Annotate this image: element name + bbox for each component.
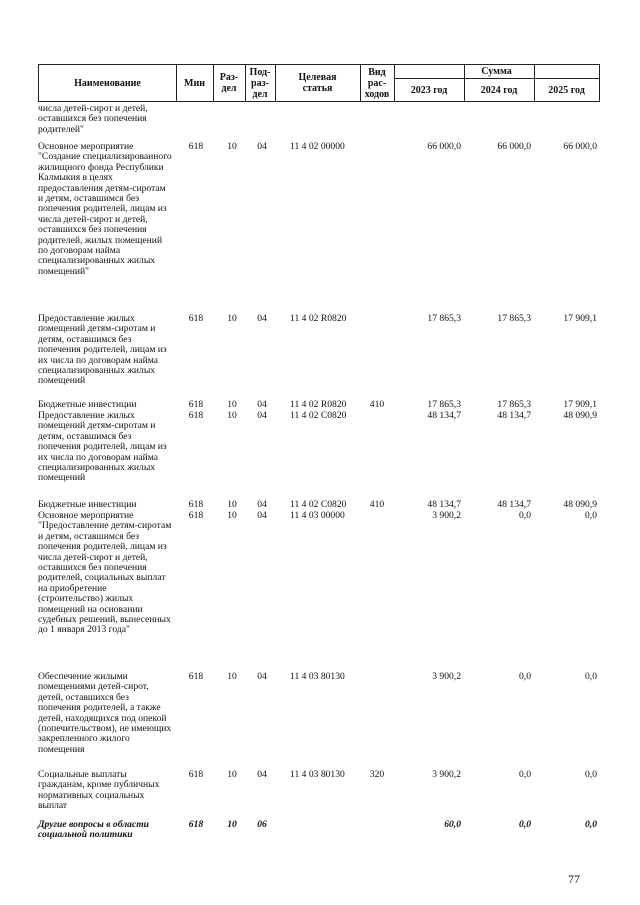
row-min: 618 [188,510,204,521]
row-name: Предоставление жилых помещений детям-сиротам и детям, оставшимся без попечения родителей, лицам из их числа по договорам найма специализированных жилых помещений [38,313,167,387]
row-target-article: 11 4 02 00000 [290,141,345,152]
row-sum-2024: 66 000,0 [497,141,531,152]
row-podrazdel: 06 [257,819,267,830]
row-podrazdel: 04 [257,141,267,152]
row-expense-type: 410 [369,499,385,510]
row-razdel: 10 [227,313,237,324]
row-sum-2023: 3 900,2 [432,671,461,682]
row-sum-2025: 17 909,1 [563,399,597,410]
row-sum-2025: 0,0 [585,769,597,780]
row-target-article: 11 4 02 C0820 [290,410,347,421]
row-podrazdel: 04 [257,410,267,421]
row-sum-2024: 48 134,7 [497,499,531,510]
row-podrazdel: 04 [257,769,267,780]
row-sum-2024: 48 134,7 [497,410,531,421]
row-expense-type: 320 [369,769,385,780]
row-sum-2024: 17 865,3 [497,399,531,410]
row-min: 618 [188,410,204,421]
row-sum-2025: 0,0 [585,510,597,521]
row-razdel: 10 [227,399,237,410]
table-header [38,64,600,102]
row-sum-2024: 0,0 [519,671,531,682]
header-podrazdel: Под- раз- дел [249,66,271,100]
header-target-article: Целевая статья [298,72,337,94]
row-podrazdel: 04 [257,313,267,324]
row-min: 618 [188,769,204,780]
header-year-2023: 2023 год [410,84,448,96]
row-name: Обеспечение жилыми помещениями детей-сирот, детей, оставшихся без попечения родителей, а также детей, находящихся под опекой (попечительством), не имеющих закрепленного жилого помещения [38,671,172,755]
row-target-article: 11 4 02 R0820 [290,399,347,410]
row-min: 618 [188,671,204,682]
row-target-article: 11 4 03 80130 [290,671,345,682]
row-sum-2023: 17 865,3 [427,399,461,410]
row-sum-2023: 66 000,0 [427,141,461,152]
row-razdel: 10 [227,769,237,780]
row-razdel: 10 [227,499,237,510]
row-razdel: 10 [227,141,237,152]
header-year-2024: 2024 год [480,84,518,96]
row-sum-2024: 0,0 [519,510,531,521]
row-name: числа детей-сирот и детей, оставшихся без попечения родителей" [38,103,148,135]
row-sum-2025: 48 090,9 [563,499,597,510]
row-podrazdel: 04 [257,510,267,521]
row-sum-2023: 3 900,2 [432,510,461,521]
row-sum-2025: 17 909,1 [563,313,597,324]
row-razdel: 10 [227,671,237,682]
row-sum-2025: 0,0 [585,671,597,682]
row-name: Основное мероприятие "Создание специализированного жилищного фонда Республики Калмыкия в целях предоставления детям-сиротам и детям, оставшимся без попечения родителей, лицам из числа детей-сирот и детей, оставшихся без попечения родителей, жилых помещений по договорам найма специализированных жилых помещений" [38,141,172,277]
header-name: Наименование [74,77,141,89]
row-podrazdel: 04 [257,671,267,682]
row-target-article: 11 4 03 80130 [290,769,345,780]
header-min: Мин [184,77,205,89]
row-sum-2024: 0,0 [519,819,531,830]
row-sum-2025: 0,0 [585,819,597,830]
page-number: 77 [568,872,580,886]
row-expense-type: 410 [369,399,385,410]
row-sum-2025: 48 090,9 [563,410,597,421]
row-target-article: 11 4 03 00000 [290,510,345,521]
row-min: 618 [188,819,204,830]
row-sum-2023: 60,0 [444,819,461,830]
row-sum-2023: 48 134,7 [427,410,461,421]
row-target-article: 11 4 02 C0820 [290,499,347,510]
row-sum-2023: 17 865,3 [427,313,461,324]
header-razdel: Раз- дел [219,72,239,94]
row-min: 618 [188,141,204,152]
row-name: Предоставление жилых помещений детям-сиротам и детям, оставшимся без попечения родителей, лицам из их числа по договорам найма специализированных жилых помещений [38,410,167,484]
header-year-2025: 2025 год [548,84,585,96]
row-sum-2024: 0,0 [519,769,531,780]
row-sum-2025: 66 000,0 [563,141,597,152]
row-name: Бюджетные инвестиции [38,499,137,510]
row-target-article: 11 4 02 R0820 [290,313,347,324]
row-razdel: 10 [227,819,237,830]
row-razdel: 10 [227,410,237,421]
row-razdel: 10 [227,510,237,521]
row-sum-2024: 17 865,3 [497,313,531,324]
header-sum: Сумма [481,66,512,77]
row-min: 618 [188,313,204,324]
row-min: 618 [188,399,204,410]
row-podrazdel: 04 [257,399,267,410]
row-name: Основное мероприятие "Предоставление детям-сиротам и детям, оставшимся без попечения родителей, лицам из числа детей-сирот и детей, оставшихся без попечения родителей, социальных выплат на приобретение (строительство) жилых помещений на основании судебных решений, вынесенных до 1 января 2013 года" [38,510,172,636]
row-name: Другие вопросы в области социальной политики [38,819,150,841]
row-sum-2023: 3 900,2 [432,769,461,780]
row-name: Бюджетные инвестиции [38,399,137,410]
row-name: Социальные выплаты гражданам, кроме публичных нормативных социальных выплат [38,769,160,812]
row-sum-2023: 48 134,7 [427,499,461,510]
row-min: 618 [188,499,204,510]
header-expense-type: Вид рас- ходов [364,66,390,100]
row-podrazdel: 04 [257,499,267,510]
